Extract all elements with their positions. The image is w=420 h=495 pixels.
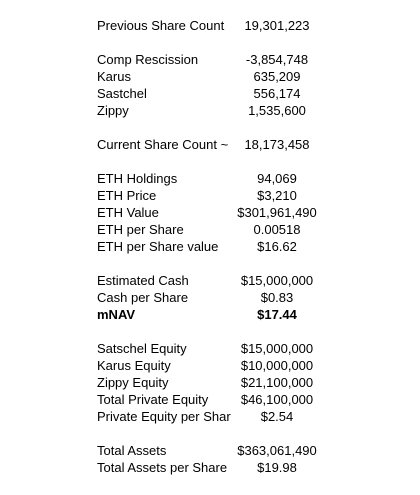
row-label: ETH Value bbox=[97, 205, 159, 220]
row-label: Satschel Equity bbox=[97, 341, 187, 356]
row-label: Karus Equity bbox=[97, 358, 171, 373]
blank-row bbox=[97, 323, 407, 340]
table-row bbox=[97, 340, 407, 357]
table-row bbox=[97, 68, 407, 85]
row-value: $46,100,000 bbox=[240, 392, 314, 407]
spreadsheet-table bbox=[97, 17, 407, 476]
table-row bbox=[97, 85, 407, 102]
row-label: ETH per Share bbox=[97, 222, 184, 237]
row-value: 18,173,458 bbox=[244, 137, 310, 152]
row-value: 1,535,600 bbox=[248, 103, 306, 118]
row-value: $10,000,000 bbox=[240, 358, 314, 373]
table-row bbox=[97, 17, 407, 34]
table-row bbox=[97, 391, 407, 408]
row-label: Current Share Count ~ bbox=[97, 137, 229, 152]
row-value: $301,961,490 bbox=[237, 205, 317, 220]
row-label: Private Equity per Shar bbox=[97, 409, 231, 424]
row-label: Total Assets bbox=[97, 443, 167, 458]
row-label: Karus bbox=[97, 69, 131, 84]
table-row bbox=[97, 374, 407, 391]
row-value: 94,069 bbox=[257, 171, 297, 186]
row-label: Estimated Cash bbox=[97, 273, 189, 288]
row-label: ETH per Share value bbox=[97, 239, 219, 254]
row-label: Cash per Share bbox=[97, 290, 189, 305]
row-label: ETH Price bbox=[97, 188, 157, 203]
table-row bbox=[97, 408, 407, 425]
row-value: 635,209 bbox=[253, 69, 301, 84]
row-label: Zippy Equity bbox=[97, 375, 169, 390]
row-value: $0.83 bbox=[260, 290, 294, 305]
blank-row bbox=[97, 119, 407, 136]
row-label: Sastchel bbox=[97, 86, 147, 101]
table-row bbox=[97, 357, 407, 374]
table-row bbox=[97, 204, 407, 221]
row-value: -3,854,748 bbox=[245, 52, 309, 67]
row-label: Zippy bbox=[97, 103, 129, 118]
blank-row bbox=[97, 425, 407, 442]
table-row bbox=[97, 442, 407, 459]
row-value: $21,100,000 bbox=[240, 375, 314, 390]
row-value: 556,174 bbox=[253, 86, 301, 101]
table-row bbox=[97, 221, 407, 238]
table-row bbox=[97, 306, 407, 323]
table-row bbox=[97, 187, 407, 204]
table-row bbox=[97, 170, 407, 187]
row-value: $15,000,000 bbox=[240, 341, 314, 356]
table-row bbox=[97, 289, 407, 306]
row-label: mNAV bbox=[97, 307, 136, 322]
row-value: $16.62 bbox=[257, 239, 297, 254]
row-value: $2.54 bbox=[260, 409, 294, 424]
blank-row bbox=[97, 34, 407, 51]
row-value: $15,000,000 bbox=[240, 273, 314, 288]
row-label: Previous Share Count bbox=[97, 18, 225, 33]
table-row bbox=[97, 272, 407, 289]
blank-row bbox=[97, 255, 407, 272]
row-value: $17.44 bbox=[257, 307, 297, 322]
row-value: $363,061,490 bbox=[237, 443, 317, 458]
row-label: Comp Rescission bbox=[97, 52, 199, 67]
row-label: ETH Holdings bbox=[97, 171, 178, 186]
table-row bbox=[97, 102, 407, 119]
table-row bbox=[97, 459, 407, 476]
row-value: 0.00518 bbox=[253, 222, 301, 237]
row-value: $19.98 bbox=[257, 460, 297, 475]
table-row bbox=[97, 51, 407, 68]
row-label: Total Assets per Share bbox=[97, 460, 228, 475]
row-label: Total Private Equity bbox=[97, 392, 209, 407]
table-row bbox=[97, 238, 407, 255]
row-value: $3,210 bbox=[257, 188, 297, 203]
table-row bbox=[97, 136, 407, 153]
row-value: 19,301,223 bbox=[244, 18, 310, 33]
blank-row bbox=[97, 153, 407, 170]
